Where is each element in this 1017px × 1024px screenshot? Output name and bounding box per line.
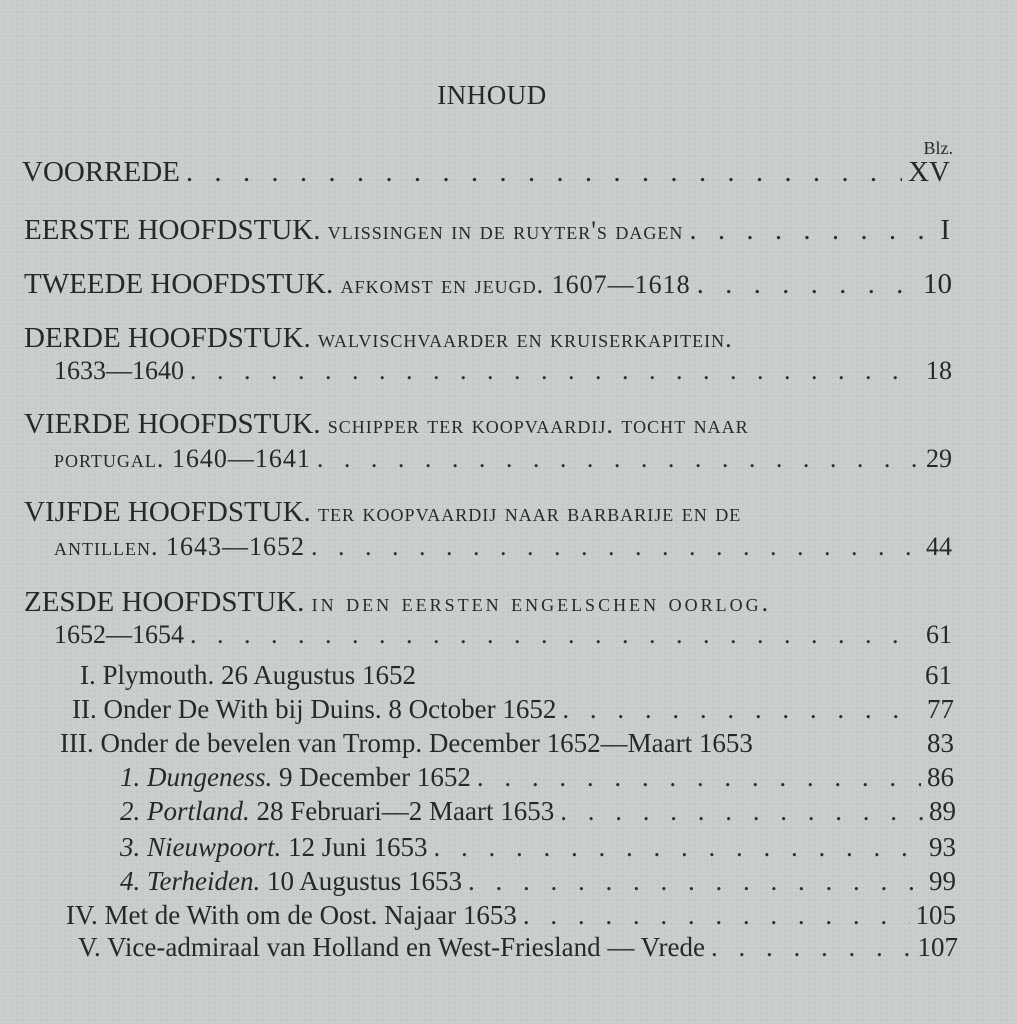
leader-dots xyxy=(562,694,921,725)
toc-section-2[interactable] xyxy=(72,694,954,725)
leader-dots xyxy=(190,356,920,386)
section-number: III. xyxy=(60,728,94,758)
section-label xyxy=(66,900,517,931)
leader-dots xyxy=(477,762,921,793)
entry-title: DERDE HOOFDSTUK. xyxy=(24,322,311,354)
leader-dots xyxy=(697,268,917,301)
toc-entry-chapter-2[interactable] xyxy=(24,268,952,301)
toc-entry-chapter-3[interactable] xyxy=(24,322,733,355)
subsection-label xyxy=(120,832,428,863)
section-number: I. xyxy=(80,660,96,690)
section-number: II. xyxy=(72,694,97,724)
entry-page: 29 xyxy=(926,444,952,473)
toc-entry-chapter-6[interactable] xyxy=(24,586,771,619)
subsection-label xyxy=(120,796,554,827)
subsection-place: Terheiden. xyxy=(147,866,261,896)
entry-title: TWEEDE HOOFDSTUK. xyxy=(24,268,334,300)
section-label xyxy=(60,728,753,759)
leader-dots xyxy=(468,866,923,897)
subsection-place: Portland. xyxy=(147,796,250,826)
section-number: IV. xyxy=(66,900,98,930)
entry-subtitle: vlissingen in de ruyter's dagen xyxy=(327,216,684,245)
page-title: INHOUD xyxy=(437,80,547,110)
toc-entry-chapter-1[interactable] xyxy=(24,214,950,247)
section-label xyxy=(78,932,705,963)
section-text: Plymouth. 26 Augustus 1652 xyxy=(102,660,417,690)
toc-section-4[interactable] xyxy=(66,900,956,931)
subsection-text: 9 December 1652 xyxy=(278,762,471,792)
entry-page: 105 xyxy=(915,900,956,930)
entry-subtitle: walvischvaarder en kruiserkapitein. xyxy=(318,324,733,353)
leader-dots xyxy=(560,796,923,827)
toc-subsection-4[interactable] xyxy=(120,866,956,897)
section-label xyxy=(72,694,556,725)
entry-title-group xyxy=(24,268,691,301)
entry-page: 83 xyxy=(927,728,954,758)
entry-title: VIJFDE HOOFDSTUK. xyxy=(24,496,311,528)
subsection-text: 10 Augustus 1653 xyxy=(267,866,463,896)
entry-page: I xyxy=(940,214,950,246)
entry-title: VOORREDE xyxy=(22,156,180,188)
subsection-number: 1. xyxy=(120,762,141,792)
subsection-number: 3. xyxy=(120,832,141,862)
entry-title: VIERDE HOOFDSTUK. xyxy=(24,408,321,440)
entry-page: 61 xyxy=(925,660,952,690)
entry-title: ZESDE HOOFDSTUK. xyxy=(24,586,305,618)
leader-dots xyxy=(190,620,920,650)
entry-page: 89 xyxy=(929,796,956,826)
toc-entry-chapter-5[interactable] xyxy=(24,496,741,529)
leader-dots xyxy=(434,832,923,863)
leader-dots xyxy=(689,214,934,247)
entry-page: XV xyxy=(908,156,950,188)
entry-title: EERSTE HOOFDSTUK. xyxy=(24,214,321,246)
section-label xyxy=(80,660,416,691)
leader-dots xyxy=(311,532,920,562)
subsection-place: Nieuwpoort. xyxy=(147,832,282,862)
toc-entry-chapter-3-continuation[interactable] xyxy=(54,356,952,386)
entry-subtitle: afkomst en jeugd. 1607—1618 xyxy=(340,270,691,299)
toc-entry-voorrede[interactable] xyxy=(22,156,950,189)
toc-entry-chapter-5-continuation[interactable] xyxy=(54,532,952,562)
section-number: V. xyxy=(78,932,101,962)
toc-section-5[interactable] xyxy=(78,932,958,963)
leader-dots xyxy=(186,156,902,189)
section-text: Met de With om de Oost. Najaar 1653 xyxy=(104,900,517,930)
entry-page: 93 xyxy=(929,832,956,862)
leader-dots xyxy=(523,900,910,931)
entry-page: 107 xyxy=(917,932,958,962)
entry-title-group xyxy=(24,214,683,247)
entry-page: 86 xyxy=(927,762,954,792)
entry-continuation: 1633—1640 xyxy=(54,356,184,385)
toc-entry-chapter-4-continuation[interactable] xyxy=(54,444,952,474)
subsection-number: 4. xyxy=(120,866,141,896)
entry-continuation: portugal. 1640—1641 xyxy=(54,444,311,473)
section-text: Vice-admiraal van Holland en West-Friesland — Vrede xyxy=(107,932,705,962)
entry-continuation: 1652—1654 xyxy=(54,620,184,649)
section-text: Onder De With bij Duins. 8 October 1652 xyxy=(103,694,557,724)
section-text: Onder de bevelen van Tromp. December 1652—Maart 1653 xyxy=(100,728,753,758)
toc-section-3[interactable] xyxy=(60,728,954,759)
subsection-label xyxy=(120,762,471,793)
subsection-place: Dungeness. xyxy=(147,762,273,792)
entry-page: 44 xyxy=(926,532,952,561)
entry-subtitle: schipper ter koopvaardij. tocht naar xyxy=(327,410,749,439)
toc-entry-chapter-6-continuation[interactable] xyxy=(54,620,952,650)
subsection-text: 28 Februari—2 Maart 1653 xyxy=(256,796,555,826)
subsection-number: 2. xyxy=(120,796,141,826)
toc-subsection-2[interactable] xyxy=(120,796,956,827)
toc-section-1[interactable] xyxy=(80,660,952,691)
leader-dots xyxy=(711,932,912,963)
subsection-label xyxy=(120,866,462,897)
leader-dots xyxy=(317,444,920,474)
entry-subtitle: ter koopvaardij naar barbarije en de xyxy=(318,498,742,527)
entry-page: 99 xyxy=(929,866,956,896)
toc-entry-chapter-4[interactable] xyxy=(24,408,749,441)
entry-page: 10 xyxy=(923,268,952,300)
toc-subsection-3[interactable] xyxy=(120,832,956,863)
entry-page: 77 xyxy=(927,694,954,724)
entry-continuation: antillen. 1643—1652 xyxy=(54,532,305,561)
entry-subtitle: in den eersten engelschen oorlog. xyxy=(311,588,772,617)
entry-page: 18 xyxy=(926,356,952,385)
toc-subsection-1[interactable] xyxy=(120,762,954,793)
subsection-text: 12 Juni 1653 xyxy=(288,832,428,862)
entry-page: 61 xyxy=(926,620,952,649)
page-column-label: Blz. xyxy=(923,138,953,158)
